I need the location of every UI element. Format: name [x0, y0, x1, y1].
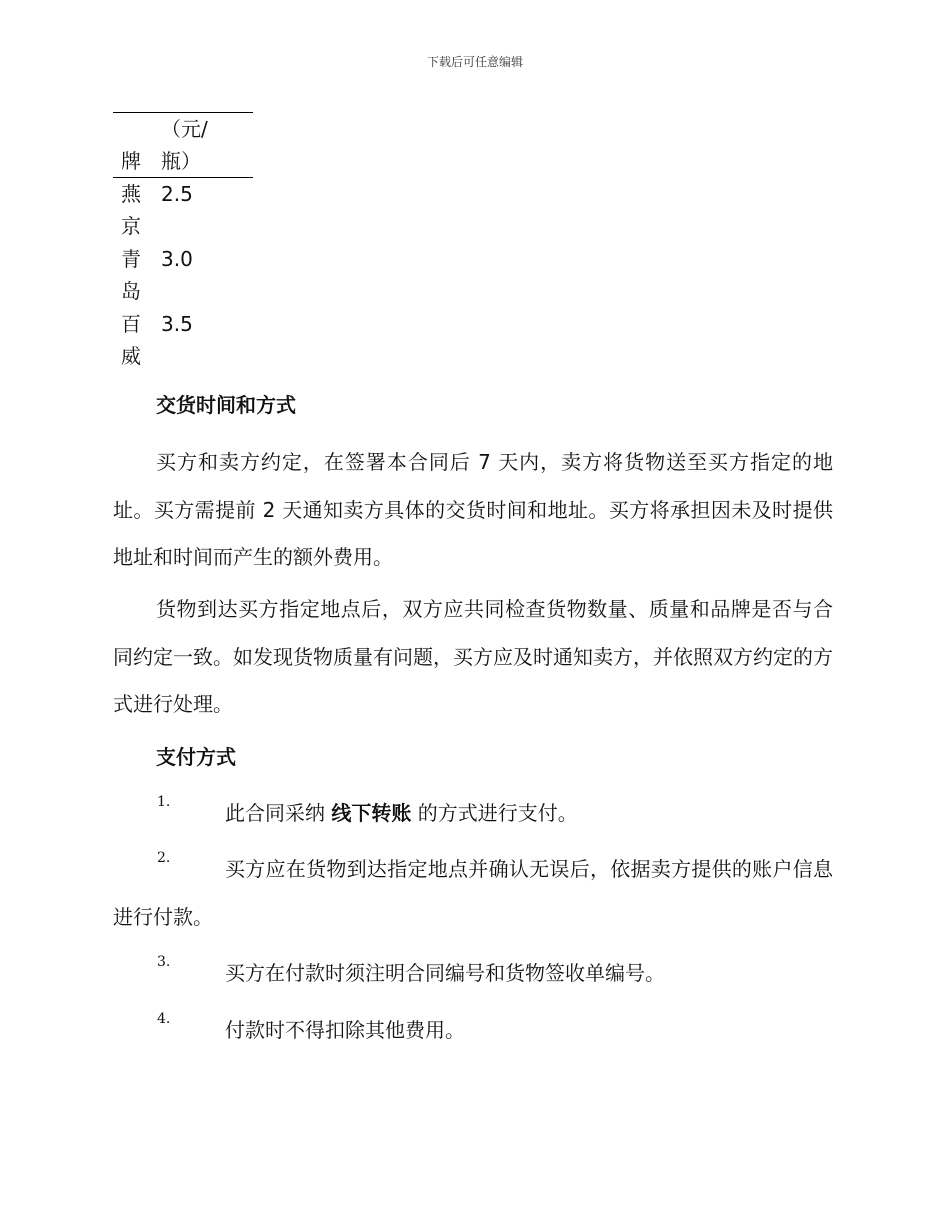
table-row: [113, 178, 253, 243]
list-number: 3.: [157, 954, 171, 970]
payment-method-emphasis: 线下转账: [331, 801, 412, 825]
payment-item-4: [113, 1007, 833, 1055]
price-table: [113, 112, 253, 373]
delivery-paragraph-1: 买方和卖方约定，在签署本合同后 7 天内，卖方将货物送至买方指定的地址。买方需提前 2 天通知卖方具体的交货时间和地址。买方将承担因未及时提供地址和时间而产生的额外费用。: [113, 450, 833, 569]
list-item-text: 买方在付款时须注明合同编号和货物签收单编号。: [225, 961, 665, 985]
payment-item-1: [113, 790, 833, 838]
list-number: 2.: [157, 850, 171, 866]
column-header-brand: 牌: [121, 149, 141, 173]
price-cell: 2.5: [161, 182, 193, 206]
price-cell: 3.0: [161, 247, 193, 271]
table-row: [113, 308, 253, 373]
list-item-text: 此合同采纳 线下转账 的方式进行支付。: [225, 801, 578, 825]
brand-cell: 燕京: [121, 182, 141, 238]
table-row: [113, 243, 253, 308]
list-item-text: 付款时不得扣除其他费用。: [225, 1018, 465, 1042]
column-header-price: （元/瓶）: [161, 117, 208, 173]
list-number: 1.: [157, 794, 171, 810]
brand-cell: 百威: [121, 312, 141, 368]
payment-item-2: [113, 846, 833, 941]
price-cell: 3.5: [161, 312, 193, 336]
list-item-text: 买方应在货物到达指定地点并确认无误后，依据卖方提供的账户信息进行付款。: [113, 857, 833, 929]
payment-item-3: [113, 950, 833, 998]
delivery-paragraph-2: 货物到达买方指定地点后，双方应共同检查货物数量、质量和品牌是否与合同约定一致。如发现货物质量有问题，买方应及时通知卖方，并依照双方约定的方式进行处理。: [113, 597, 833, 716]
page-header: 下载后可任意编辑: [426, 55, 523, 69]
brand-cell: 青岛: [121, 247, 141, 303]
payment-heading: 支付方式: [156, 745, 236, 769]
delivery-heading: 交货时间和方式: [156, 393, 296, 417]
list-number: 4.: [157, 1011, 171, 1027]
table-header-row: [113, 113, 253, 177]
